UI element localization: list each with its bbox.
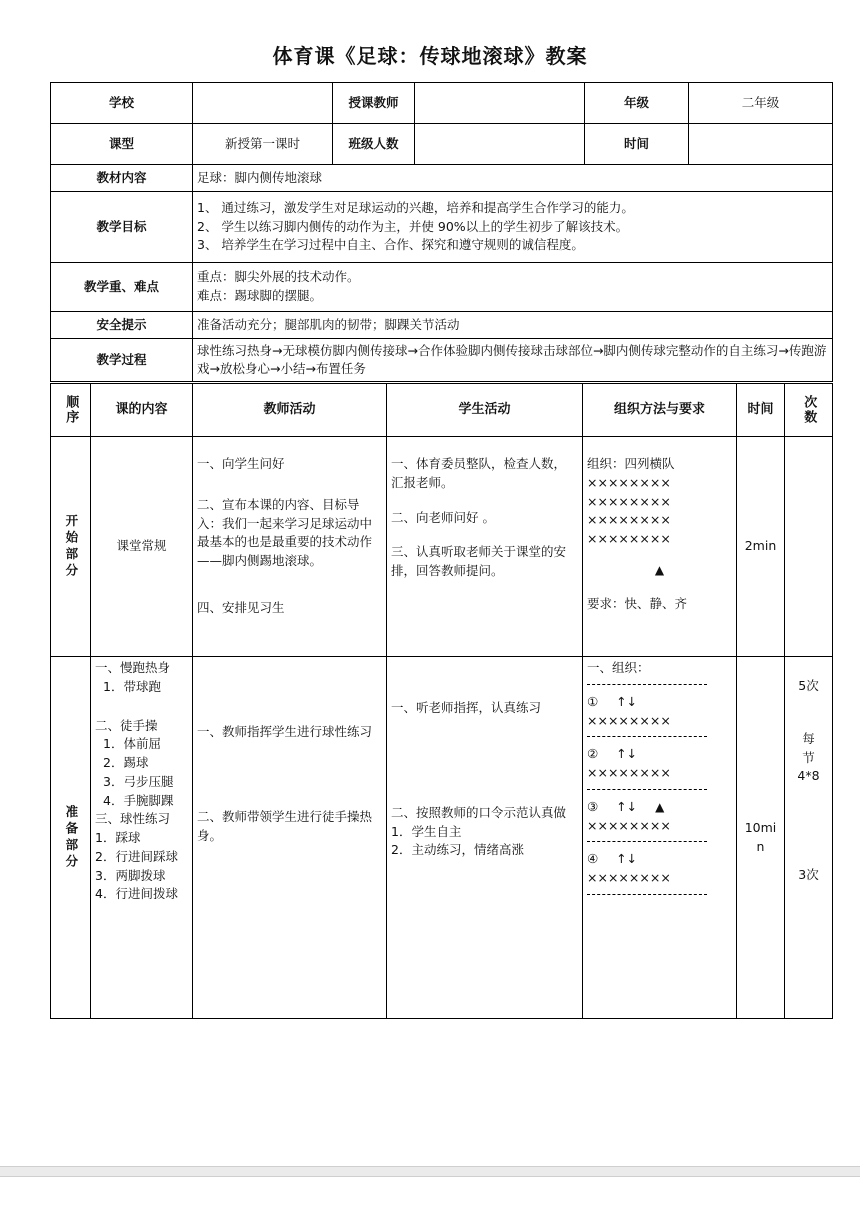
section-prep-time: 10min (737, 657, 785, 1019)
formation-divider (587, 684, 707, 685)
school-value (193, 83, 333, 124)
formation-divider (587, 841, 707, 842)
header-teacher: 教师活动 (193, 384, 387, 437)
type-label: 课型 (51, 124, 193, 165)
count-value: 4*8 (797, 768, 820, 784)
student-step: 三、认真听取老师关于课堂的安排，回答教师提问。 (391, 544, 567, 578)
content-line: 三、球性练习 (95, 811, 171, 827)
time-value (689, 124, 833, 165)
type-value: 新授第一课时 (193, 124, 333, 165)
class-size-label: 班级人数 (333, 124, 415, 165)
arrows-icon: ↑↓ (616, 851, 638, 867)
section-start-student (387, 437, 583, 657)
process-label: 教学过程 (51, 339, 193, 382)
section-start-count (785, 437, 833, 657)
section-prep-content (91, 657, 193, 1019)
section-start-org (583, 437, 737, 657)
student-step: 2．主动练习，情绪高涨 (391, 842, 524, 858)
section-start-teacher (193, 437, 387, 657)
teacher-marker-icon: ▲ (654, 562, 665, 577)
header-org: 组织方法与要求 (583, 384, 737, 437)
lesson-info-table (50, 82, 833, 382)
header-content: 课的内容 (91, 384, 193, 437)
formation-divider (587, 894, 707, 895)
safety-label: 安全提示 (51, 312, 193, 339)
section-start-content: 课堂常规 (91, 437, 193, 657)
student-step: 二、按照教师的口令示范认真做 (391, 804, 567, 820)
teacher-step: 四、安排见习生 (197, 599, 285, 615)
formation-group (587, 693, 732, 712)
content-line: 1．踩球 (95, 830, 141, 845)
section-start-time: 2min (737, 437, 785, 657)
formation-row: ×××××××× (587, 712, 671, 728)
process-value: 球性练习热身→无球模仿脚内侧传接球→合作体验脚内侧传接球击球部位→脚内侧传球完整动作的自主练习→传跑游戏→放松身心→小结→布置任务 (193, 339, 833, 382)
section-prep-name: 准备部分 (51, 657, 91, 1019)
content-line: 4．行进间拨球 (95, 886, 178, 902)
student-step: 一、听老师指挥，认真练习 (391, 700, 542, 715)
material-label: 教材内容 (51, 165, 193, 192)
count-value: 每节 (802, 730, 815, 765)
safety-row (51, 312, 833, 339)
group-number: ④ (587, 851, 599, 867)
section-start-name: 开始部分 (51, 437, 91, 657)
group-number: ③ (587, 798, 599, 814)
formation-row: ×××××××× (587, 493, 671, 509)
teacher-value (415, 83, 585, 124)
next-page (0, 1176, 860, 1217)
student-step: 一、体育委员整队，检查人数，汇报老师。 (391, 456, 567, 490)
formation-row: ×××××××× (587, 512, 671, 528)
material-row (51, 165, 833, 192)
formation-row: ×××××××× (587, 870, 671, 885)
student-step: 1．学生自主 (391, 823, 462, 839)
content-line: 2．踢球 (103, 755, 149, 770)
lesson-process-table (50, 383, 833, 1019)
org-requirement: 要求：快、静、齐 (587, 595, 688, 611)
header-count: 次数 (785, 384, 833, 437)
goal-item: 1、 通过练习，激发学生对足球运动的兴趣，培养和提高学生合作学习的能力。 (197, 199, 634, 215)
formation-row: ×××××××× (587, 817, 671, 833)
formation-divider (587, 736, 707, 737)
section-prep-row (51, 657, 833, 1019)
goals-row (51, 192, 833, 263)
school-label: 学校 (51, 83, 193, 124)
formation-row: ×××××××× (587, 765, 671, 780)
content-line: 1．体前屈 (103, 736, 161, 752)
section-prep-org (583, 657, 737, 1019)
arrows-icon: ↑↓ (616, 798, 638, 814)
info-row-1 (51, 83, 833, 124)
content-line: 一、慢跑热身 (95, 660, 171, 675)
grade-value: 二年级 (689, 83, 833, 124)
count-value: 5次 (798, 678, 819, 693)
process-row (51, 339, 833, 382)
safety-value: 准备活动充分；腿部肌肉的韧带；脚踝关节活动 (193, 312, 833, 339)
arrows-icon: ↑↓ (616, 693, 638, 709)
goal-item: 2、 学生以练习脚内侧传的动作为主，并使 90%以上的学生初步了解该技术。 (197, 218, 629, 234)
teacher-step: 一、向学生问好 (197, 456, 285, 471)
goals-value (193, 192, 833, 263)
process-header-row (51, 384, 833, 437)
key-label: 教学重、难点 (51, 263, 193, 312)
content-line: 1．带球跑 (103, 678, 161, 694)
class-size-value (415, 124, 585, 165)
formation-group (587, 850, 732, 869)
content-line: 3．两脚拨球 (95, 867, 166, 883)
material-value: 足球：脚内侧传地滚球 (193, 165, 833, 192)
time-label: 时间 (585, 124, 689, 165)
count-value: 3次 (798, 867, 819, 882)
teacher-step: 一、教师指挥学生进行球性练习 (197, 724, 373, 739)
section-start-row (51, 437, 833, 657)
grade-label: 年级 (585, 83, 689, 124)
teacher-step: 二、教师带领学生进行徒手操热身。 (197, 808, 373, 843)
formation-row: ×××××××× (587, 474, 671, 490)
arrows-icon: ↑↓ (616, 746, 638, 762)
header-order: 顺序 (51, 384, 91, 437)
teacher-marker-icon: ▲ (655, 799, 665, 814)
formation-group (587, 745, 732, 764)
formation-divider (587, 789, 707, 790)
header-student: 学生活动 (387, 384, 583, 437)
org-title: 一、组织： (587, 660, 650, 675)
content-line: 二、徒手操 (95, 717, 158, 733)
content-line: 3．弓步压腿 (103, 773, 174, 789)
key-point: 重点：脚尖外展的技术动作。 (197, 269, 360, 285)
section-prep-teacher (193, 657, 387, 1019)
header-time: 时间 (737, 384, 785, 437)
difficulty-point: 难点：踢球脚的摆腿。 (197, 288, 323, 303)
key-value (193, 263, 833, 312)
group-number: ② (587, 746, 599, 762)
student-step: 二、向老师问好 。 (391, 509, 495, 525)
info-row-2 (51, 124, 833, 165)
section-prep-student (387, 657, 583, 1019)
content-line: 4．手腕脚踝 (103, 792, 174, 808)
teacher-label: 授课教师 (333, 83, 415, 124)
goals-label: 教学目标 (51, 192, 193, 263)
formation-row: ×××××××× (587, 531, 671, 546)
goal-item: 3、 培养学生在学习过程中自主、合作、探究和遵守规则的诚信程度。 (197, 237, 584, 253)
page-title: 体育课《足球：传球地滚球》教案 (272, 44, 588, 68)
group-number: ① (587, 693, 599, 709)
content-line: 2．行进间踩球 (95, 848, 178, 864)
teacher-step: 二、宣布本课的内容、目标导入：我们一起来学习足球运动中最基本的也是最重要的技术动作——脚内侧踢地滚球。 (197, 496, 373, 568)
org-title: 组织：四列横队 (587, 456, 675, 471)
formation-group (587, 798, 732, 817)
section-prep-count (785, 657, 833, 1019)
key-points-row (51, 263, 833, 312)
